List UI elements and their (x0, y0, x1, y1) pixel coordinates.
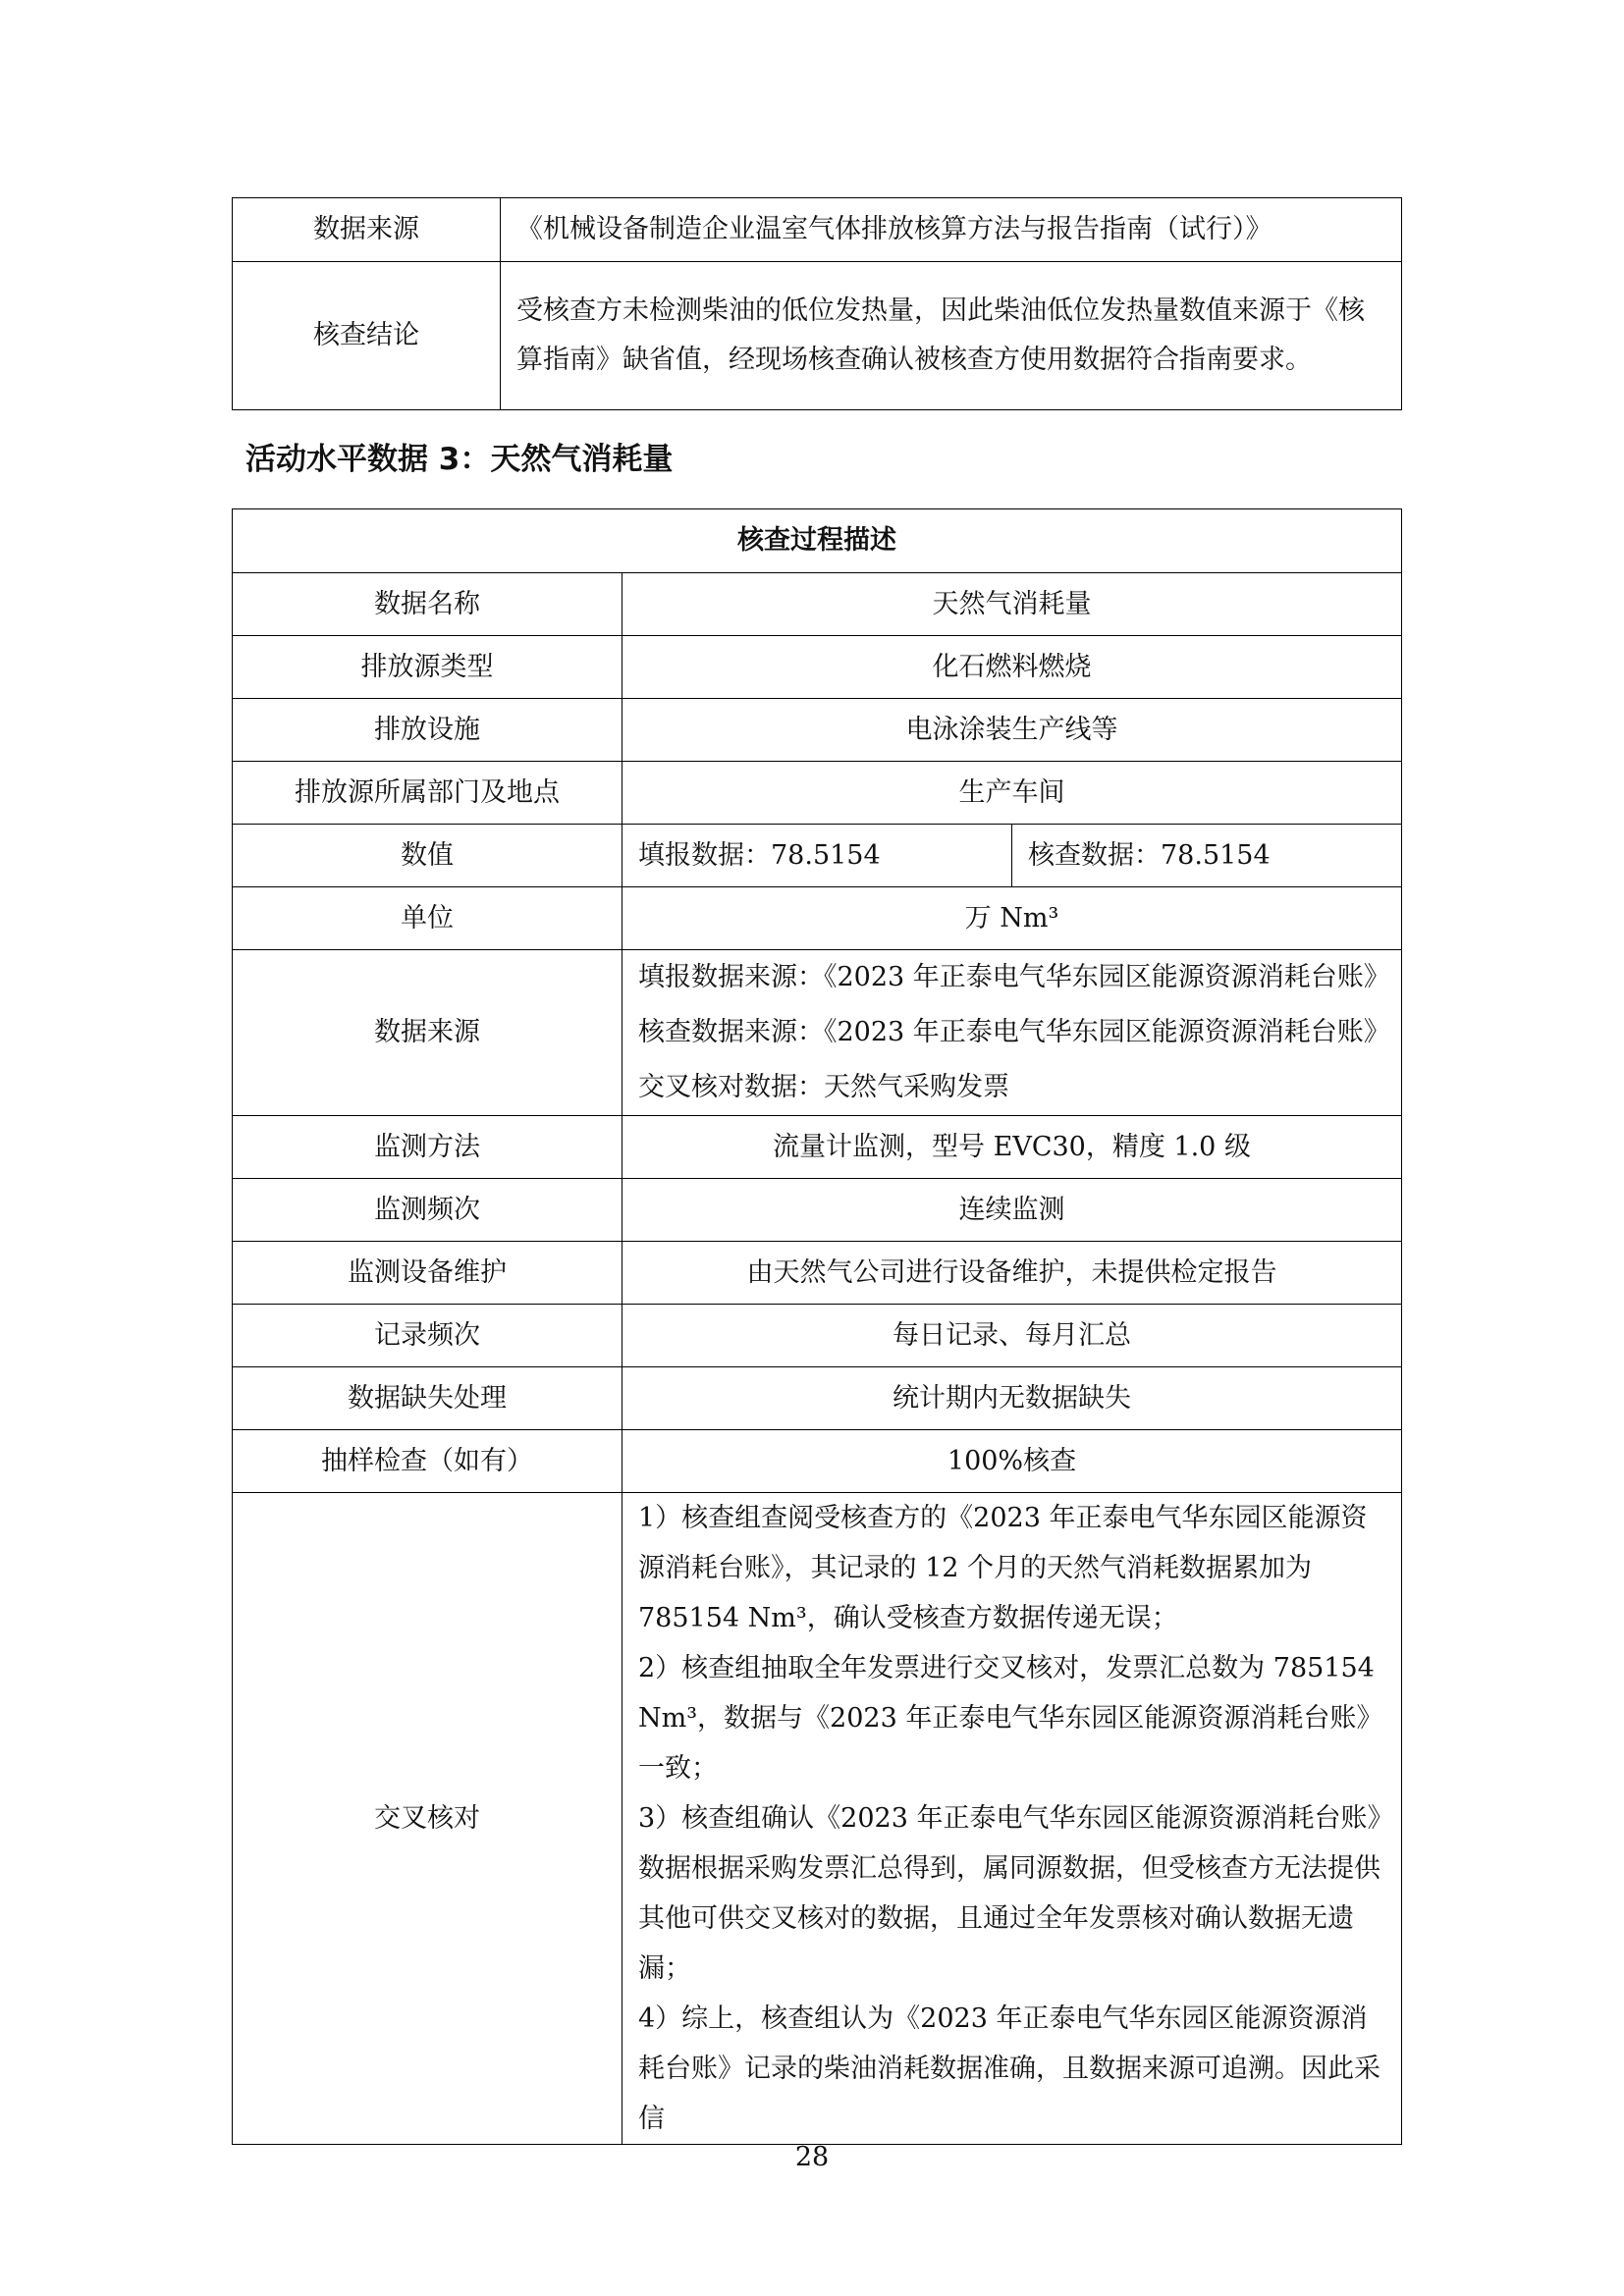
table-row (233, 636, 1402, 699)
page-number: 28 (794, 2142, 830, 2172)
row-label: 监测方法 (233, 1116, 623, 1179)
row-label: 排放源类型 (233, 636, 623, 699)
row-value: 流量计监测，型号 EVC30，精度 1.0 级 (623, 1116, 1402, 1179)
row-value: 生产车间 (623, 762, 1402, 825)
conclusion-label: 核查结论 (233, 262, 501, 410)
row-value: 由天然气公司进行设备维护，未提供检定报告 (623, 1242, 1402, 1305)
verification-table (232, 508, 1402, 2145)
row-value: 100%核查 (623, 1430, 1402, 1493)
row-label: 监测设备维护 (233, 1242, 623, 1305)
table-row (233, 1305, 1402, 1367)
table-row-numeric (233, 825, 1402, 887)
cross-check-paragraph: 2）核查组抽取全年发票进行交叉核对，发票汇总数为 785154 Nm³，数据与《2023 年正泰电气华东园区能源资源消耗台账》一致； (638, 1653, 1383, 1784)
table-row (233, 1179, 1402, 1242)
source-value: 《机械设备制造企业温室气体排放核算方法与报告指南（试行）》 (501, 198, 1402, 262)
row-value: 每日记录、每月汇总 (623, 1305, 1402, 1367)
table-row (233, 699, 1402, 762)
data-source-line: 核查数据来源：《2023 年正泰电气华东园区能源资源消耗台账》 (638, 1017, 1390, 1047)
top-table (232, 197, 1402, 410)
row-label: 记录频次 (233, 1305, 623, 1367)
unit-value: 万 Nm³ (623, 887, 1402, 950)
table-row (233, 762, 1402, 825)
cross-check-paragraph: 3）核查组确认《2023 年正泰电气华东园区能源资源消耗台账》数据根据采购发票汇总得到，属同源数据，但受核查方无法提供其他可供交叉核对的数据，且通过全年发票核对确认数据无遗漏； (638, 1803, 1380, 1984)
source-label: 数据来源 (233, 198, 501, 262)
row-value: 连续监测 (623, 1179, 1402, 1242)
table-row (233, 1242, 1402, 1305)
table-row (233, 573, 1402, 636)
data-source-label: 数据来源 (233, 950, 623, 1116)
cross-check-paragraph: 1）核查组查阅受核查方的《2023 年正泰电气华东园区能源资源消耗台账》，其记录的 12 个月的天然气消耗数据累加为 785154 Nm³，确认受核查方数据传递无误； (638, 1503, 1368, 1633)
verified-value: 核查数据：78.5154 (1012, 825, 1402, 887)
table-row (233, 1367, 1402, 1430)
unit-label: 单位 (233, 887, 623, 950)
row-value: 统计期内无数据缺失 (623, 1367, 1402, 1430)
row-label: 数据名称 (233, 573, 623, 636)
row-value: 电泳涂装生产线等 (623, 699, 1402, 762)
table-row (233, 1116, 1402, 1179)
row-label: 排放设施 (233, 699, 623, 762)
table-row-data-source (233, 950, 1402, 1116)
row-label: 排放源所属部门及地点 (233, 762, 623, 825)
table-row-unit (233, 887, 1402, 950)
cross-check-paragraph: 4）综上，核查组认为《2023 年正泰电气华东园区能源资源消耗台账》记录的柴油消耗数据准确，且数据来源可追溯。因此采信 (638, 2003, 1380, 2134)
section-heading: 活动水平数据 3：天然气消耗量 (245, 442, 674, 477)
data-source-value (623, 950, 1402, 1116)
table-row-cross-check (233, 1493, 1402, 2145)
data-source-line: 填报数据来源：《2023 年正泰电气华东园区能源资源消耗台账》 (638, 962, 1390, 992)
numeric-label: 数值 (233, 825, 623, 887)
cross-check-label: 交叉核对 (233, 1493, 623, 2145)
cross-check-value (623, 1493, 1402, 2145)
row-value: 化石燃料燃烧 (623, 636, 1402, 699)
row-label: 抽样检查（如有） (233, 1430, 623, 1493)
row-label: 数据缺失处理 (233, 1367, 623, 1430)
data-source-line: 交叉核对数据：天然气采购发票 (638, 1072, 1009, 1102)
row-value: 天然气消耗量 (623, 573, 1402, 636)
table-row (233, 1430, 1402, 1493)
conclusion-value: 受核查方未检测柴油的低位发热量，因此柴油低位发热量数值来源于《核算指南》缺省值，经现场核查确认被核查方使用数据符合指南要求。 (501, 262, 1402, 410)
reported-value: 填报数据：78.5154 (623, 825, 1012, 887)
row-label: 监测频次 (233, 1179, 623, 1242)
table-header: 核查过程描述 (233, 509, 1402, 573)
